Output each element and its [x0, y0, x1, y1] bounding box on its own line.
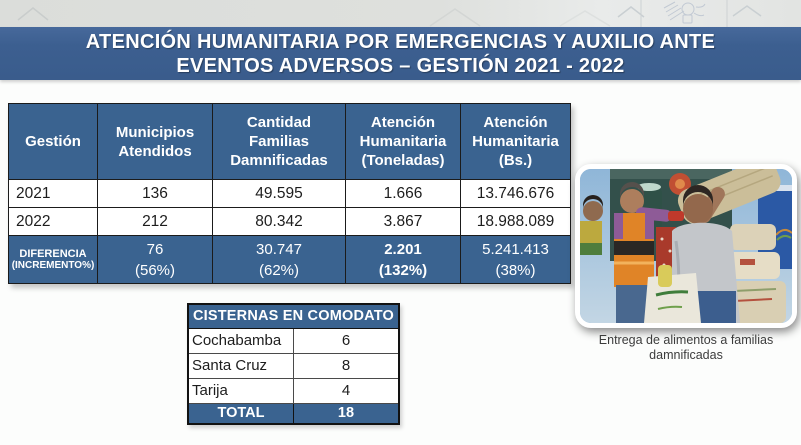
diff-toneladas-value: 2.201: [384, 240, 422, 258]
diff-familias-pct: (62%): [258, 261, 299, 279]
slide-title-line1: ATENCIÓN HUMANITARIA POR EMERGENCIAS Y AUXILIO ANTE: [85, 31, 716, 53]
photo-caption-line1: Entrega de alimentos a familias: [598, 333, 774, 347]
cisternas-name-santacruz: Santa Cruz: [188, 353, 294, 378]
top-strip: [0, 0, 801, 27]
cell-gestion-2022: 2022: [9, 208, 98, 236]
cisternas-row-cochabamba: [188, 328, 399, 353]
photo-illustration: [580, 169, 792, 323]
diferencia-label-line2: (INCREMENTO%): [11, 259, 95, 271]
cell-gestion-2021: 2021: [9, 180, 98, 208]
cell-bs-2021: 13.746.676: [461, 180, 571, 208]
col-header-municipios: Municipios Atendidos: [98, 104, 213, 180]
cell-toneladas-2021: 1.666: [346, 180, 461, 208]
slide-title-line2: EVENTOS ADVERSOS – GESTIÓN 2021 - 2022: [176, 55, 625, 77]
cisternas-header-row: [188, 304, 399, 328]
cisternas-row-tarija: [188, 378, 399, 403]
diff-municipios-value: 76: [146, 240, 164, 258]
cell-familias-2022: 80.342: [213, 208, 346, 236]
diff-bs-value: 5.241.413: [482, 240, 549, 258]
table-row-2021: [9, 180, 571, 208]
col-header-gestion: Gestión: [9, 104, 98, 180]
cisternas-value-santacruz: 8: [294, 353, 400, 378]
cell-diferencia-municipios: [98, 236, 213, 284]
photo-caption-line2: damnificadas: [649, 348, 723, 362]
cell-municipios-2022: 212: [98, 208, 213, 236]
cisternas-total-row: [188, 403, 399, 424]
cisternas-row-santacruz: [188, 353, 399, 378]
cisternas-name-cochabamba: Cochabamba: [188, 328, 294, 353]
diff-toneladas-pct: (132%): [378, 261, 428, 279]
humanitarian-stats-table: [8, 103, 571, 284]
diff-municipios-pct: (56%): [134, 261, 175, 279]
cisternas-total-value: 18: [294, 403, 400, 424]
cisternas-value-cochabamba: 6: [294, 328, 400, 353]
cell-diferencia-label: [9, 236, 98, 284]
cell-diferencia-bs: [461, 236, 571, 284]
col-header-bs: Atención Humanitaria (Bs.): [461, 104, 571, 180]
title-banner: [0, 27, 801, 80]
watermark-crest-icon: [664, 2, 705, 23]
cell-diferencia-toneladas: [346, 236, 461, 284]
photo-food-delivery: [575, 164, 797, 328]
cell-diferencia-familias: [213, 236, 346, 284]
diff-bs-pct: (38%): [495, 261, 536, 279]
cell-bs-2022: 18.988.089: [461, 208, 571, 236]
cisternas-table: [187, 303, 400, 425]
cell-municipios-2021: 136: [98, 180, 213, 208]
cisternas-value-tarija: 4: [294, 378, 400, 403]
watermark-decorations-icon: [0, 0, 801, 27]
photo-caption: [570, 333, 801, 363]
diferencia-label-line1: DIFERENCIA: [19, 247, 87, 260]
col-header-toneladas: Atención Humanitaria (Toneladas): [346, 104, 461, 180]
cisternas-name-tarija: Tarija: [188, 378, 294, 403]
cell-toneladas-2022: 3.867: [346, 208, 461, 236]
col-header-familias: Cantidad Familias Damnificadas: [213, 104, 346, 180]
table-row-2022: [9, 208, 571, 236]
table-header-row: [9, 104, 571, 180]
cisternas-total-label: TOTAL: [188, 403, 294, 424]
cell-familias-2021: 49.595: [213, 180, 346, 208]
table-row-diferencia: [9, 236, 571, 284]
cisternas-header: CISTERNAS EN COMODATO: [188, 304, 399, 328]
diff-familias-value: 30.747: [256, 240, 302, 258]
